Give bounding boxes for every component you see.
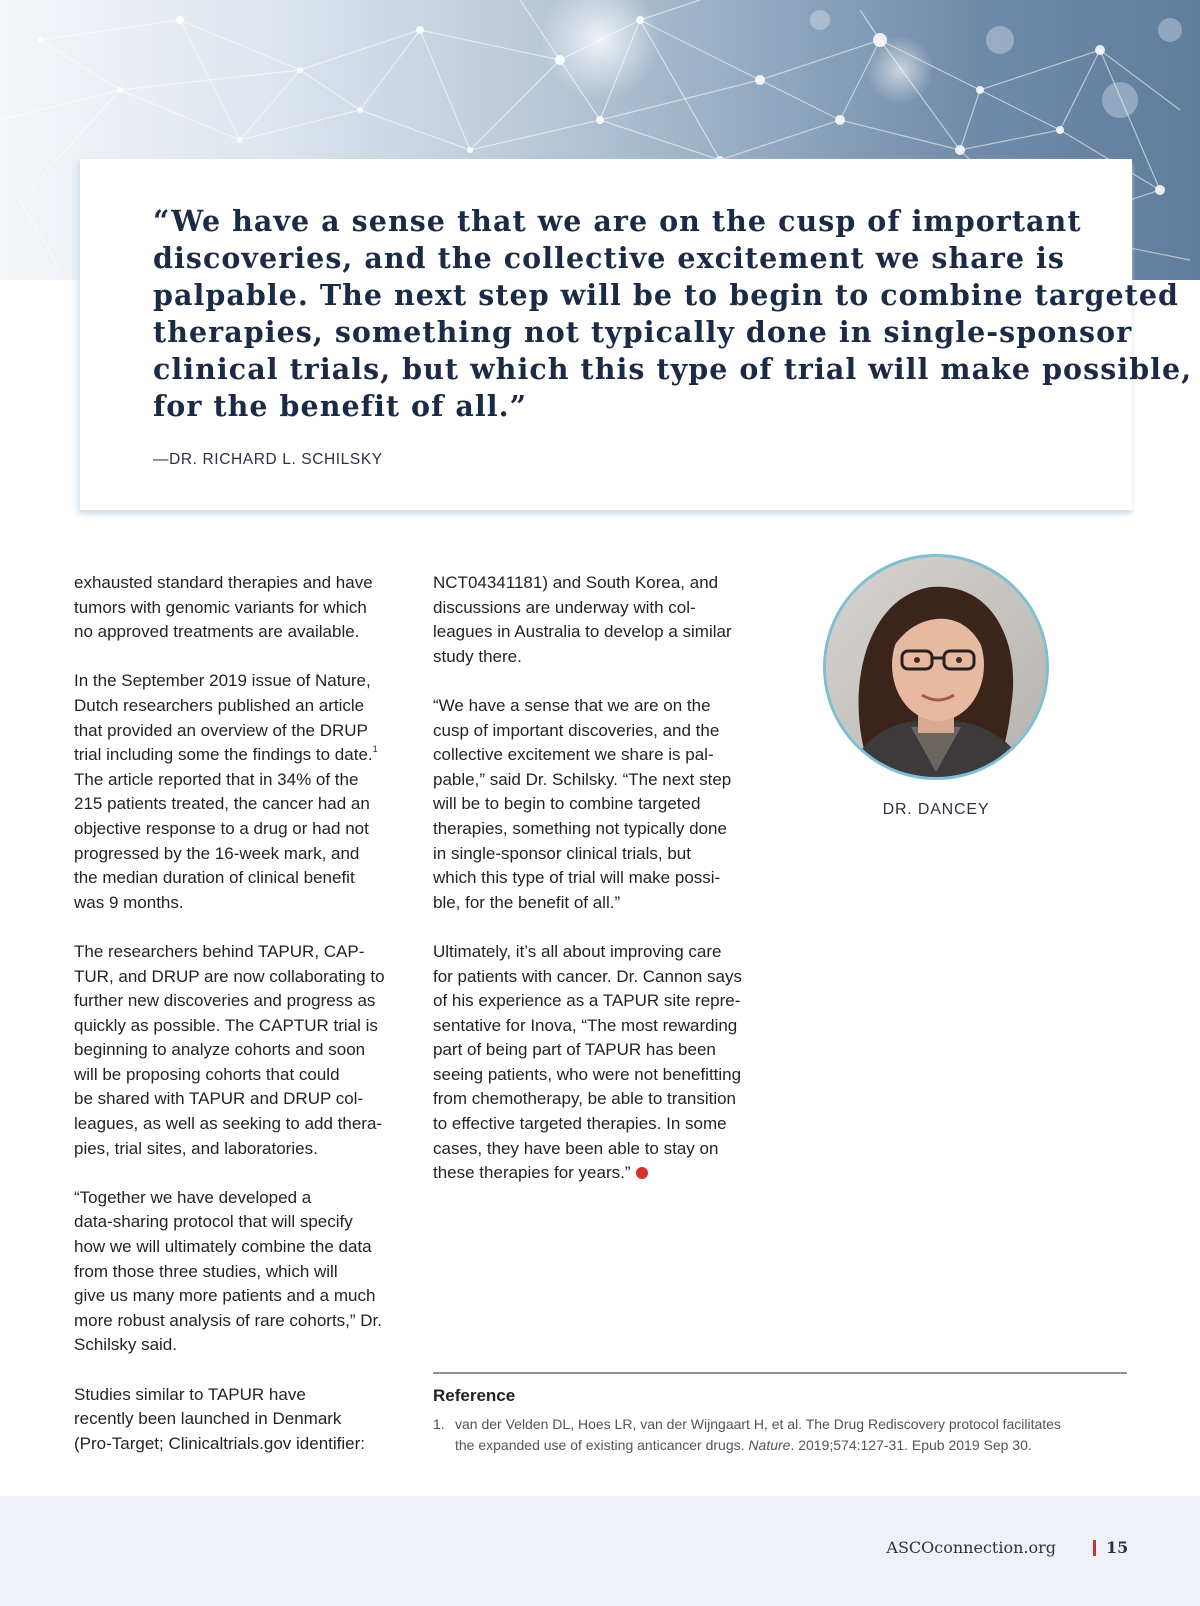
footnote-marker[interactable]: 1 [372, 744, 378, 755]
paragraph [74, 1383, 414, 1457]
photo-caption: DR. DANCEY [882, 801, 990, 818]
pull-quote-line: palpable. The next step will be to begin to combine targeted [153, 278, 1180, 312]
pull-quote-box [80, 159, 1193, 510]
portrait-photo [823, 554, 1049, 780]
reference-line: van der Velden DL, Hoes LR, van der Wijngaart H, et al. The Drug Rediscovery protocol facilitates [455, 1416, 1061, 1432]
text-line: collective excitement we share is pal- [433, 745, 714, 765]
text-line: NCT04341181) and South Korea, and [433, 573, 719, 592]
page-number: 15 [1106, 1538, 1129, 1557]
text-line: pies, trial sites, and laboratories. [74, 1138, 318, 1158]
paragraph [74, 571, 414, 645]
text-line: give us many more patients and a much [74, 1286, 376, 1306]
paragraph [433, 694, 778, 915]
text-line: (Pro-Target; Clinicaltrials.gov identifier: [74, 1433, 365, 1453]
text-line: will be proposing cohorts that could [74, 1064, 340, 1084]
text-line: was 9 months. [74, 892, 184, 912]
text-line: Dutch researchers published an article [74, 695, 365, 715]
pull-quote-line: clinical trials, but which this type of trial will make possible, [153, 352, 1193, 386]
paragraph [433, 940, 778, 1186]
text-line: progressed by the 16-week mark, and [74, 843, 360, 863]
text-line: how we will ultimately combine the data [74, 1237, 372, 1257]
text-line: ble, for the benefit of all.” [433, 892, 621, 912]
reference-number: 1. [433, 1416, 445, 1432]
text-line: of his experience as a TAPUR site repre- [433, 991, 741, 1011]
text-line: more robust analysis of rare cohorts,” Dr. [74, 1310, 383, 1330]
text-line: that provided an overview of the DRUP [74, 720, 368, 740]
portrait-illustration [826, 557, 1046, 777]
text-line: TUR, and DRUP are now collaborating to [74, 966, 385, 986]
text-line: leagues, as well as seeking to add thera- [74, 1114, 383, 1134]
text-line: study there. [433, 646, 522, 666]
article-column-left [74, 571, 414, 1456]
text-line: for patients with cancer. Dr. Cannon says [433, 966, 742, 986]
text-line: cases, they have been able to stay on [433, 1138, 719, 1158]
text-line: The researchers behind TAPUR, CAP- [74, 941, 365, 961]
text-line: leagues in Australia to develop a similar [433, 622, 732, 642]
text-line: therapies, something not typically done [433, 818, 727, 838]
text-line: the median duration of clinical benefit [74, 868, 355, 888]
reference-divider [433, 1372, 1127, 1374]
page-footer [0, 1496, 1200, 1606]
text-line: beginning to analyze cohorts and soon [74, 1040, 366, 1060]
text-line: quickly as possible. The CAPTUR trial is [74, 1015, 378, 1035]
pull-quote-line: therapies, something not typically done in single-sponsor [153, 315, 1133, 349]
text-line: part of being part of TAPUR has been [433, 1040, 716, 1060]
text-line: tumors with genomic variants for which [74, 597, 367, 617]
text-line: from those three studies, which will [74, 1261, 338, 1281]
text-line: discussions are underway with col- [433, 597, 696, 617]
reference-text [455, 1414, 1135, 1456]
quote-attribution: —DR. RICHARD L. SCHILSKY [153, 451, 383, 468]
article-column-middle [433, 571, 778, 1186]
text-line: “We have a sense that we are on the [433, 695, 711, 715]
text-line: further new discoveries and progress as [74, 991, 376, 1011]
text-line: Studies similar to TAPUR have [74, 1384, 306, 1404]
text-line: to effective targeted therapies. In some [433, 1114, 727, 1134]
text-line: 215 patients treated, the cancer had an [74, 794, 370, 814]
pull-quote-line: discoveries, and the collective excitement we share is [153, 241, 1065, 275]
text-line: no approved treatments are available. [74, 622, 360, 642]
text-fragment: . 2019;574:127-31. Epub 2019 Sep 30. [790, 1437, 1032, 1453]
text-fragment: trial including some the findings to date. [74, 745, 373, 765]
text-line: The article reported that in 34% of the [74, 769, 359, 789]
text-line: which this type of trial will make possi- [433, 868, 721, 888]
end-mark-dot [636, 1167, 648, 1179]
text-line: exhausted standard therapies and have [74, 573, 373, 592]
text-line: Schilsky said. [74, 1335, 177, 1355]
text-line: objective response to a drug or had not [74, 818, 369, 838]
text-line: data-sharing protocol that will specify [74, 1212, 353, 1232]
text-line [74, 743, 414, 768]
reference-heading: Reference [433, 1386, 516, 1405]
text-line: from chemotherapy, be able to transition [433, 1089, 737, 1109]
pull-quote-line: “We have a sense that we are on the cusp of important [153, 204, 1082, 238]
text-line: “Together we have developed a [74, 1187, 312, 1207]
paragraph [74, 669, 414, 915]
footer-separator [1093, 1540, 1096, 1556]
text-line: be shared with TAPUR and DRUP col- [74, 1089, 364, 1109]
text-line: pable,” said Dr. Schilsky. “The next step [433, 769, 732, 789]
text-line: will be to begin to combine targeted [433, 794, 701, 814]
reference-line [455, 1435, 1135, 1456]
text-line: seeing patients, who were not benefitting [433, 1064, 742, 1084]
text-line: recently been launched in Denmark [74, 1409, 342, 1429]
paragraph [74, 940, 414, 1161]
pull-quote-line: for the benefit of all.” [153, 389, 528, 423]
text-line: sentative for Inova, “The most rewarding [433, 1015, 738, 1035]
text-line: cusp of important discoveries, and the [433, 720, 720, 740]
journal-title: Nature [748, 1437, 791, 1453]
footer-site-link[interactable]: ASCOconnection.org [886, 1538, 1056, 1557]
pull-quote [153, 203, 1193, 425]
text-line: Ultimately, it’s all about improving care [433, 941, 722, 961]
text-line: In the September 2019 issue of Nature, [74, 671, 371, 691]
text-fragment: these therapies for years.” [433, 1163, 631, 1183]
text-fragment: the expanded use of existing anticancer drugs. [455, 1437, 749, 1453]
paragraph [74, 1186, 414, 1358]
text-line [433, 1161, 778, 1186]
paragraph [433, 571, 778, 669]
text-line: in single-sponsor clinical trials, but [433, 843, 691, 863]
